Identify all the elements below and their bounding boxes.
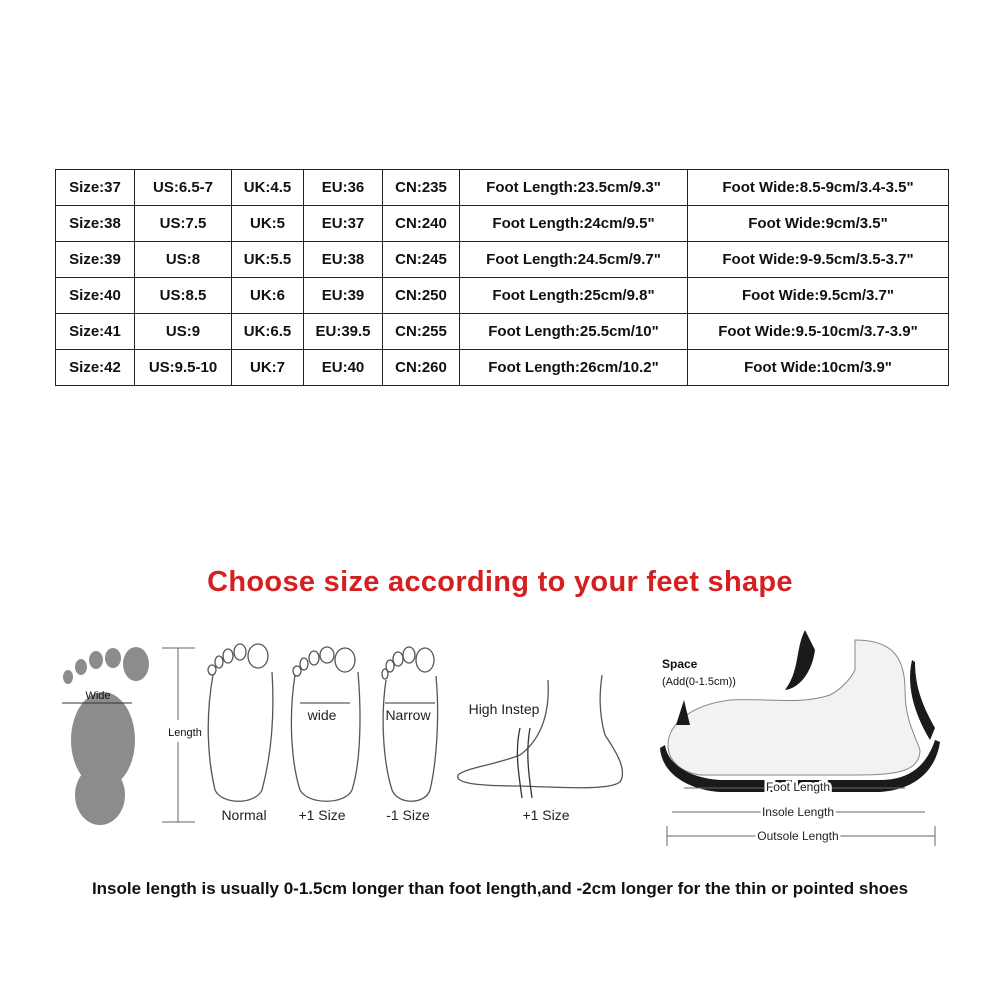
table-row — [56, 278, 949, 314]
table-cell: Foot Length:26cm/10.2" — [460, 350, 688, 386]
instep-size-label: +1 Size — [522, 807, 570, 823]
table-row — [56, 206, 949, 242]
table-cell: EU:39 — [304, 278, 383, 314]
table-cell: UK:7 — [232, 350, 304, 386]
table-cell: US:9 — [135, 314, 232, 350]
table-row — [56, 350, 949, 386]
size-chart-table — [55, 169, 949, 386]
space-note: (Add(0-1.5cm)) — [662, 676, 736, 688]
table-cell: Foot Length:24cm/9.5" — [460, 206, 688, 242]
table-cell: CN:235 — [383, 170, 460, 206]
table-cell: Foot Length:23.5cm/9.3" — [460, 170, 688, 206]
table-cell: EU:40 — [304, 350, 383, 386]
table-cell: CN:250 — [383, 278, 460, 314]
table-cell: EU:36 — [304, 170, 383, 206]
table-cell: UK:6 — [232, 278, 304, 314]
headline: Choose size according to your feet shape — [207, 566, 793, 598]
table-cell: UK:5.5 — [232, 242, 304, 278]
table-cell: Foot Wide:9cm/3.5" — [688, 206, 949, 242]
high-instep-foot-icon — [458, 675, 623, 798]
table-cell: Foot Wide:9-9.5cm/3.5-3.7" — [688, 242, 949, 278]
table-cell: Foot Length:24.5cm/9.7" — [460, 242, 688, 278]
table-cell: EU:37 — [304, 206, 383, 242]
table-row — [56, 170, 949, 206]
foot-length-label: Foot Length — [765, 780, 831, 794]
table-cell: UK:4.5 — [232, 170, 304, 206]
table-cell: Size:42 — [56, 350, 135, 386]
table-cell: Size:40 — [56, 278, 135, 314]
table-cell: CN:245 — [383, 242, 460, 278]
table-cell: US:8 — [135, 242, 232, 278]
table-cell: Foot Wide:9.5cm/3.7" — [688, 278, 949, 314]
table-cell: Size:39 — [56, 242, 135, 278]
wide-size-label: +1 Size — [298, 807, 346, 823]
length-label: Length — [168, 727, 202, 739]
narrow-foot-icon — [382, 647, 438, 801]
foot-shape-illustration — [0, 620, 1000, 870]
table-cell: US:7.5 — [135, 206, 232, 242]
table-cell: UK:5 — [232, 206, 304, 242]
table-cell: EU:39.5 — [304, 314, 383, 350]
table-cell: Size:38 — [56, 206, 135, 242]
insole-length-label: Insole Length — [761, 805, 835, 819]
wide-label: Wide — [85, 690, 111, 702]
table-cell: US:8.5 — [135, 278, 232, 314]
insole-footnote: Insole length is usually 0-1.5cm longer than foot length,and -2cm longer for the thin or pointed shoes — [91, 879, 909, 898]
space-label: Space — [662, 657, 698, 671]
table-cell: US:6.5-7 — [135, 170, 232, 206]
table-row — [56, 314, 949, 350]
table-cell: UK:6.5 — [232, 314, 304, 350]
table-cell: CN:240 — [383, 206, 460, 242]
normal-foot-icon — [208, 644, 273, 801]
wide-foot-label: wide — [307, 707, 337, 723]
table-cell: Foot Length:25.5cm/10" — [460, 314, 688, 350]
high-instep-label: High Instep — [468, 701, 540, 717]
table-cell: Foot Wide:9.5-10cm/3.7-3.9" — [688, 314, 949, 350]
narrow-size-label: -1 Size — [386, 807, 430, 823]
table-cell: EU:38 — [304, 242, 383, 278]
normal-label: Normal — [221, 807, 267, 823]
footprint-icon — [63, 647, 149, 825]
outsole-length-label: Outsole Length — [757, 829, 839, 843]
table-cell: CN:260 — [383, 350, 460, 386]
table-cell: Foot Length:25cm/9.8" — [460, 278, 688, 314]
wide-foot-icon — [291, 647, 360, 801]
table-cell: Size:41 — [56, 314, 135, 350]
table-cell: US:9.5-10 — [135, 350, 232, 386]
narrow-label: Narrow — [385, 707, 431, 723]
table-cell: Foot Wide:8.5-9cm/3.4-3.5" — [688, 170, 949, 206]
table-cell: Size:37 — [56, 170, 135, 206]
table-row — [56, 242, 949, 278]
shoe-cross-section-icon — [660, 630, 940, 792]
table-cell: Foot Wide:10cm/3.9" — [688, 350, 949, 386]
table-cell: CN:255 — [383, 314, 460, 350]
